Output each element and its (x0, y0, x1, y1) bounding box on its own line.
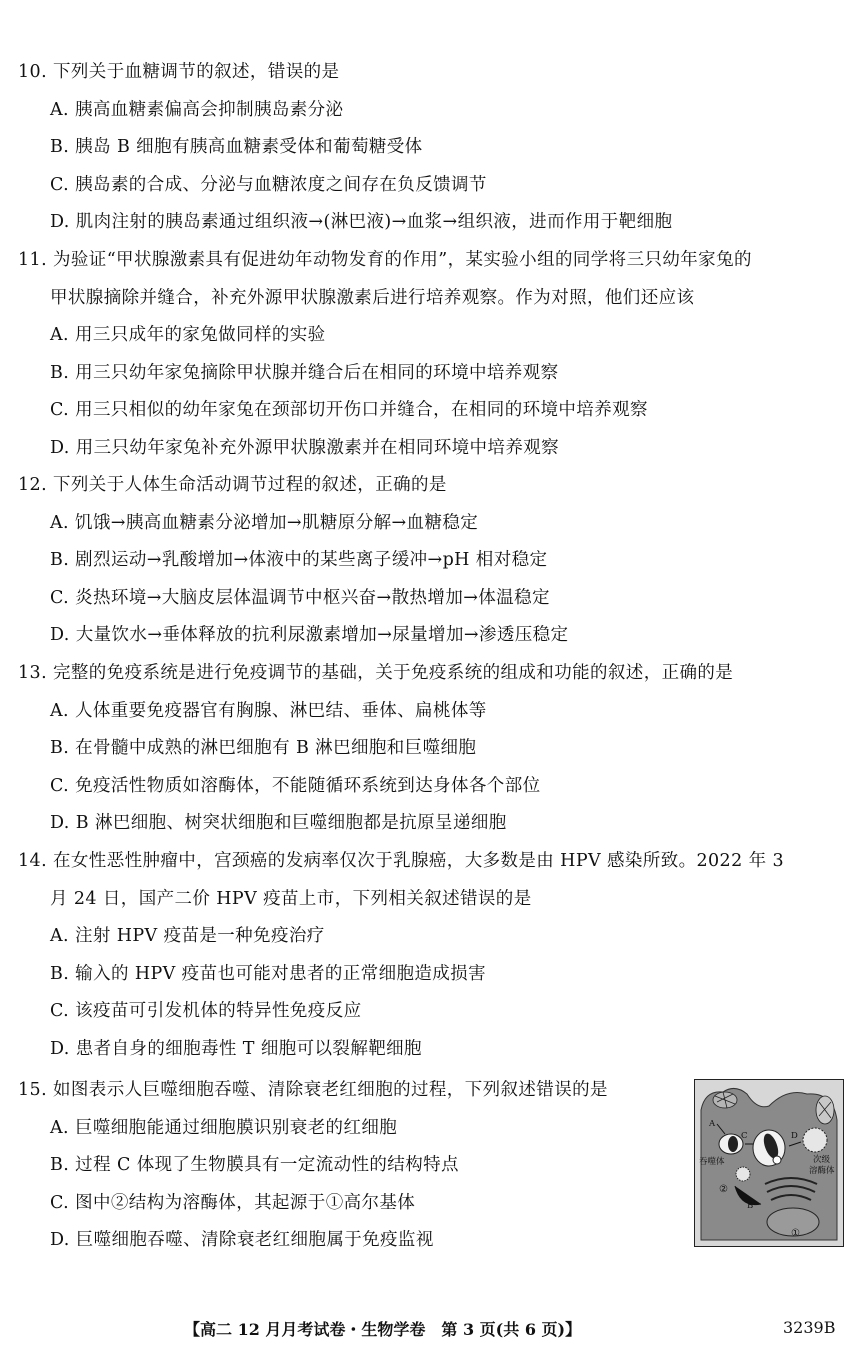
macrophage-diagram (695, 1080, 843, 1246)
option-b: B. 在骨髓中成熟的淋巴细胞有 B 淋巴细胞和巨噬细胞 (50, 738, 477, 759)
option-a: A. 胰高血糖素偏高会抑制胰岛素分泌 (50, 99, 344, 120)
senescent-red-cells (713, 1092, 737, 1108)
question-12 (18, 467, 848, 655)
secondary-lysosome (803, 1128, 827, 1152)
label-c: C (741, 1131, 748, 1141)
page-footer (0, 1315, 860, 1345)
option-b: B. 剧烈运动→乳酸增加→体液中的某些离子缓冲→pH 相对稳定 (50, 550, 548, 571)
question-stem: 12. 下列关于人体生命活动调节过程的叙述，正确的是 (18, 475, 447, 495)
macrophage-phagocytosis-figure (694, 1079, 844, 1247)
label-a: A (709, 1119, 716, 1129)
option-a: A. 用三只成年的家兔做同样的实验 (50, 325, 326, 346)
question-stem-continued: 月 24 日，国产二价 HPV 疫苗上市，下列相关叙述错误的是 (50, 888, 532, 909)
option-c: C. 免疫活性物质如溶酶体，不能随循环系统到达身体各个部位 (50, 775, 541, 796)
label-b: B (747, 1201, 754, 1211)
question-15 (18, 1072, 688, 1260)
option-c: C. 炎热环境→大脑皮层体温调节中枢兴奋→散热增加→体温稳定 (50, 587, 550, 608)
label-phagosome: 吞噬体 (699, 1157, 725, 1167)
option-b: B. 胰岛 B 细胞有胰高血糖素受体和葡萄糖受体 (50, 137, 423, 158)
option-a: A. 人体重要免疫器官有胸腺、淋巴结、垂体、扁桃体等 (50, 700, 487, 721)
option-c: C. 用三只相似的幼年家兔在颈部切开伤口并缝合，在相同的环境中培养观察 (50, 400, 648, 421)
label-d: D (791, 1131, 798, 1141)
label-circle-2: ② (719, 1184, 728, 1195)
option-d: D. 巨噬细胞吞噬、清除衰老红细胞属于免疫监视 (50, 1230, 434, 1251)
question-stem-continued: 甲状腺摘除并缝合，补充外源甲状腺激素后进行培养观察。作为对照，他们还应该 (50, 287, 695, 308)
option-d: D. 大量饮水→垂体释放的抗利尿激素增加→尿量增加→渗透压稳定 (50, 625, 569, 646)
option-a: A. 饥饿→胰高血糖素分泌增加→肌糖原分解→血糖稳定 (50, 512, 479, 533)
question-stem: 11. 为验证“甲状腺激素具有促进幼年动物发育的作用”，某实验小组的同学将三只幼年家兔的 (18, 250, 752, 270)
footer-title: 【高二 12 月月考试卷・生物学卷 第 3 页(共 6 页)】 (184, 1320, 582, 1339)
label-secondary-2: 溶酶体 (809, 1166, 835, 1176)
label-circle-1: ① (791, 1228, 800, 1239)
lysosome-fusing (773, 1156, 781, 1164)
option-a: A. 注射 HPV 疫苗是一种免疫治疗 (50, 926, 325, 947)
question-11 (18, 242, 848, 468)
option-d: D. 肌肉注射的胰岛素通过组织液→(淋巴液)→血浆→组织液，进而作用于靶细胞 (50, 212, 673, 233)
red-cell-in-phagosome (728, 1136, 738, 1152)
option-d: D. B 淋巴细胞、树突状细胞和巨噬细胞都是抗原呈递细胞 (50, 813, 507, 834)
question-stem: 10. 下列关于血糖调节的叙述，错误的是 (18, 62, 340, 82)
question-14 (18, 843, 848, 1069)
option-a: A. 巨噬细胞能通过细胞膜识别衰老的红细胞 (50, 1117, 398, 1138)
engulfing-red-cell (816, 1096, 834, 1124)
question-stem: 14. 在女性恶性肿瘤中，宫颈癌的发病率仅次于乳腺癌，大多数是由 HPV 感染所致。2022 年 3 (18, 851, 784, 871)
question-stem: 13. 完整的免疫系统是进行免疫调节的基础，关于免疫系统的组成和功能的叙述，正确的是 (18, 663, 734, 683)
option-c: C. 该疫苗可引发机体的特异性免疫反应 (50, 1001, 362, 1022)
option-c: C. 图中②结构为溶酶体，其起源于①高尔基体 (50, 1192, 416, 1213)
lysosome-2 (736, 1167, 750, 1181)
question-13 (18, 655, 848, 843)
option-d: D. 用三只幼年家兔补充外源甲状腺激素并在相同环境中培养观察 (50, 437, 560, 458)
option-c: C. 胰岛素的合成、分泌与血糖浓度之间存在负反馈调节 (50, 174, 487, 195)
option-b: B. 输入的 HPV 疫苗也可能对患者的正常细胞造成损害 (50, 963, 486, 984)
option-b: B. 用三只幼年家兔摘除甲状腺并缝合后在相同的环境中培养观察 (50, 362, 559, 383)
option-b: B. 过程 C 体现了生物膜具有一定流动性的结构特点 (50, 1155, 459, 1176)
question-stem: 15. 如图表示人巨噬细胞吞噬、清除衰老红细胞的过程，下列叙述错误的是 (18, 1080, 608, 1100)
footer-code: 3239B (783, 1318, 836, 1337)
label-secondary-1: 次级 (813, 1155, 831, 1165)
option-d: D. 患者自身的细胞毒性 T 细胞可以裂解靶细胞 (50, 1038, 422, 1059)
question-10 (18, 54, 848, 242)
